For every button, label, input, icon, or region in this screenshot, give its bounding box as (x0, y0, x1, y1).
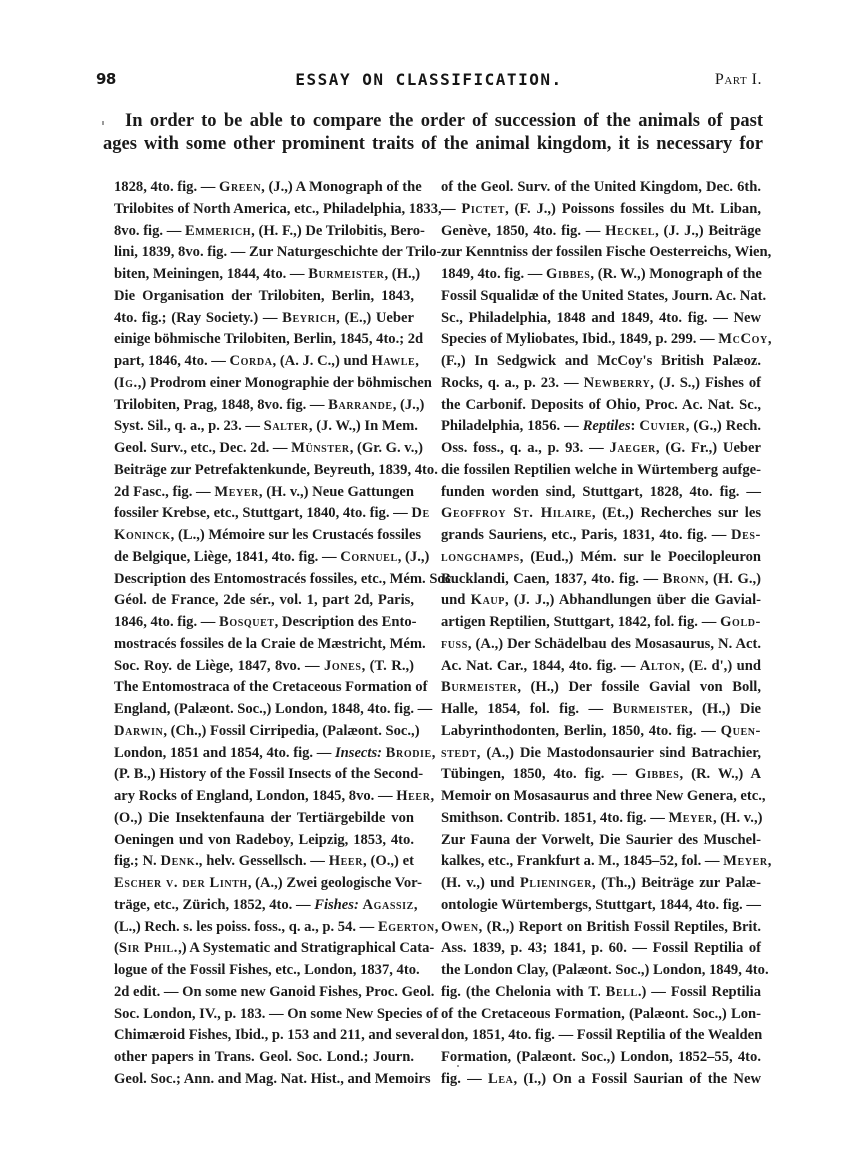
citation-text: , (J.,) (392, 396, 425, 413)
footnote-line (114, 373, 432, 395)
citation-text: 2d Fasc., fig. — (114, 483, 215, 500)
citation-text: , (Ch.,) Fossil Cirripedia, (Palæont. Soc.,) (163, 722, 420, 739)
citation-text: .) — Fossil Reptilia (637, 983, 761, 1000)
footnote-line (441, 525, 761, 547)
footnote-line (114, 177, 422, 199)
author-name: Bell (605, 983, 638, 1000)
author-name: Geoffroy St. Hilaire (441, 505, 592, 522)
author-name: Egerton (377, 918, 435, 935)
footnote-line (114, 460, 438, 482)
author-name: Lea (488, 1070, 514, 1087)
author-name: Burmeister (612, 701, 689, 717)
footnote-line (441, 242, 772, 264)
footnote-line (114, 873, 422, 895)
citation-text: Formation, (Palæont. Soc.,) London, 1852–55, 4to. (441, 1049, 761, 1065)
citation-text: , (A.,) Der Schädelbau des Mosasaurus, N. Act. (467, 635, 761, 652)
footnote-line (114, 1025, 440, 1047)
author-name: Owen (441, 918, 479, 935)
citation-text: , (R.,) Report on British Fossil Reptiles, Brit. (478, 918, 761, 935)
author-name: Münster (291, 440, 350, 456)
citation-text: London, 1851 and 1854, 4to. fig. — (114, 744, 335, 761)
running-title: ESSAY ON CLASSIFICATION. (295, 70, 563, 89)
author-name: Cuvier (639, 418, 686, 435)
footnote-line (441, 743, 761, 765)
body-line: In order to be able to compare the order of succession of the animals of past (125, 111, 763, 131)
footnote-line (114, 656, 414, 678)
author-name: Agassiz (362, 896, 414, 913)
author-name: Green (219, 179, 262, 195)
footnote-line (441, 264, 761, 286)
citation-text: , (Gr. G. v.,) (349, 440, 423, 456)
author-name: McCoy (718, 331, 768, 348)
citation-text: , (A.,) Zwei geologische Vor- (247, 875, 422, 891)
footnote-line (441, 808, 761, 830)
author-name: Meyer (668, 809, 713, 826)
footnote-line (441, 656, 761, 678)
footnote-line (441, 960, 769, 982)
citation-text: Oss. foss., q. a., p. 93. — (441, 440, 610, 456)
citation-text: Description des Entomostracés fossiles, etc., Mém. Soc. (114, 570, 455, 587)
citation-text: Philadelphia, 1856. — (441, 418, 583, 435)
section-label: Fishes: (314, 896, 359, 913)
author-name: Plieninger (519, 875, 593, 891)
footnote-line (441, 982, 761, 1004)
footnote-line (114, 482, 414, 504)
citation-text: Smithson. Contrib. 1851, 4to. fig. — (441, 809, 669, 826)
footnote-line (441, 395, 761, 417)
citation-text: , (H. G.,) (704, 570, 761, 587)
citation-text: einige böhmische Trilobiten, Berlin, 1845, 4to.; 2d (114, 331, 424, 348)
citation-text: fig.; N. (114, 853, 161, 870)
citation-text: , (J.,) (397, 548, 430, 565)
footnote-line (441, 308, 761, 330)
citation-text: zur Kenntniss der fossilen Fische Oesterreichs, Wien, (441, 244, 772, 261)
footnote-line (114, 199, 442, 221)
body-line: ages with some other prominent traits of the animal kingdom, it is necessary for (103, 134, 763, 154)
citation-text: ( (114, 940, 119, 957)
citation-text: Bucklandi, Caen, 1837, 4to. fig. — (441, 570, 663, 587)
citation-text: ontologie Würtembergs, Stuttgart, 1844, 4to. fig. — (441, 896, 761, 913)
footnote-line (114, 590, 414, 612)
citation-text: , (G. Fr.,) Ueber (655, 440, 762, 456)
page-number: 98 (96, 70, 116, 88)
footnote-line (114, 917, 439, 939)
footnote-line (114, 221, 425, 243)
author-name: Emmerich (184, 222, 252, 239)
author-name: Brodie (385, 744, 432, 761)
citation-text: , (J. W.,) In Mem. (308, 418, 418, 435)
footnote-line (114, 1047, 414, 1069)
citation-text: die fossilen Reptilien welche in Würtemberg aufge- (441, 461, 761, 478)
citation-text: grands Sauriens, etc., Paris, 1831, 4to. fig. — (441, 527, 731, 543)
citation-text: Sc., Philadelphia, 1848 and 1849, 4to. fig. — New (441, 309, 761, 326)
citation-text: de Belgique, Liège, 1841, 4to. fig. — (114, 548, 341, 565)
footnote-line (114, 438, 423, 460)
footnote-line (441, 1047, 761, 1069)
citation-text: Genève, 1850, 4to. fig. — (441, 222, 606, 239)
footnote-line (441, 612, 761, 634)
footnote-line (114, 525, 422, 547)
footnote-line (441, 351, 761, 373)
author-name: fuss (441, 635, 468, 652)
author-name: Cornuel (340, 548, 398, 565)
footnote-line (441, 895, 761, 917)
footnote-line (114, 699, 433, 721)
citation-text: , (I.,) On a Fossil Saurian of the New (513, 1070, 761, 1087)
author-name: Darwin (114, 722, 164, 739)
citation-text: the London Clay, (Palæont. Soc.,) London, 1849, 4to. (441, 962, 769, 978)
citation-text: Labyrinthodonten, Berlin, 1850, 4to. fig. — (441, 722, 721, 739)
citation-text: , (F. J.,) Poissons fossiles du Mt. Liban, (505, 200, 761, 217)
footnote-line (441, 764, 761, 786)
citation-text: fossiler Krebse, etc., Stuttgart, 1840, 4to. fig. — (114, 505, 412, 522)
author-name: Gibbes (635, 766, 680, 783)
citation-text: Ac. Nat. Car., 1844, 4to. fig. — (441, 657, 640, 674)
citation-text: ,) Prodrom einer Monographie der böhmischen (137, 374, 432, 391)
footnote-line (114, 329, 424, 351)
footnote-line (441, 199, 761, 221)
citation-text: Tübingen, 1850, 4to. fig. — (441, 766, 636, 783)
citation-text: , (E.,) Ueber (336, 309, 414, 326)
citation-text: , (E. d',) und (680, 657, 761, 674)
author-name: Escher v. der Linth (114, 875, 248, 891)
footnote-line (114, 677, 428, 699)
footnote-line (114, 416, 418, 438)
author-name: Heer (396, 788, 431, 804)
citation-text: , (Et.,) Recherches sur les (591, 505, 762, 522)
citation-text: , (H.,) (384, 266, 421, 282)
author-name: Heer (328, 853, 364, 870)
citation-text: , (415, 353, 419, 369)
citation-text: ,) A Systematic and Stratigraphical Cata- (178, 940, 435, 957)
author-name: Quen- (720, 722, 761, 739)
footnote-line (441, 699, 761, 721)
citation-text: , (O.,) et (363, 853, 414, 870)
footnote-line (441, 873, 761, 895)
footnote-line (114, 808, 414, 830)
footnote-line (441, 917, 761, 939)
footnote-line (441, 286, 767, 308)
citation-text: England, (Palæont. Soc.,) London, 1848, 4to. fig. — (114, 701, 433, 717)
footnote-line (114, 264, 421, 286)
citation-text: (P. B.,) History of the Fossil Insects of the Second- (114, 766, 424, 783)
citation-text: 1828, 4to. fig. — (114, 179, 219, 195)
footnote-line (114, 395, 425, 417)
footnote-line (114, 830, 414, 852)
footnote-line (114, 851, 414, 873)
citation-text: Species of Myliobates, Ibid., 1849, p. 299. — (441, 331, 719, 348)
author-name: Des- (730, 527, 761, 543)
citation-text: , (H. v.,) Neue Gattungen (258, 483, 414, 500)
citation-text: , (H.,) Der fossile Gavial von Boll, (517, 679, 761, 696)
author-name: Heckel (605, 222, 656, 239)
footnote-line (114, 634, 426, 656)
footnote-line (441, 1069, 761, 1091)
running-head (96, 70, 762, 92)
author-name: Bosquet (219, 614, 275, 630)
author-name: Meyer (723, 853, 768, 870)
author-name: Ig. (118, 374, 138, 391)
citation-text: Halle, 1854, fol. fig. — (441, 701, 613, 717)
citation-text: funden worden sind, Stuttgart, 1828, 4to. fig. — (441, 483, 761, 500)
footnote-line (114, 982, 435, 1004)
citation-text: of the Cretaceous Formation, (Palæont. Soc.,) Lon- (441, 1005, 761, 1022)
citation-text: Die Organisation der Trilobiten, Berlin, 1843, (114, 287, 414, 304)
scan-speck (457, 1065, 459, 1067)
citation-text: other papers in Trans. Geol. Soc. Lond.; Journ. (114, 1049, 414, 1065)
author-name: Salter (263, 418, 309, 435)
citation-text: träge, etc., Zürich, 1852, 4to. — (114, 896, 315, 913)
footnote-line (441, 503, 761, 525)
footnote-line (114, 1004, 439, 1026)
footnote-line (441, 569, 761, 591)
citation-text: , (H. F.,) De Trilobitis, Bero- (251, 222, 425, 239)
citation-text: kalkes, etc., Frankfurt a. M., 1845–52, fol. — (441, 853, 724, 870)
citation-text: Syst. Sil., q. a., p. 23. — (114, 418, 264, 435)
citation-text: (H. v.,) und (441, 875, 520, 891)
footnote-line (441, 1004, 761, 1026)
footnote-line (441, 590, 761, 612)
footnote-line (114, 938, 435, 960)
citation-text: , (J. J.,) Beiträge (655, 222, 762, 239)
author-name: Hawle (371, 353, 416, 369)
citation-text: Trilobites of North America, etc., Philadelphia, 1833, (114, 200, 442, 217)
footnote-line (114, 960, 420, 982)
section-label: Reptiles (582, 418, 631, 435)
author-name: Pictet (461, 200, 506, 217)
citation-text: , (767, 853, 772, 870)
author-name: Kaup (470, 592, 505, 609)
author-name: Jones (324, 657, 362, 674)
citation-text: , (R. W.,) Monograph of the (590, 266, 762, 282)
author-name: De (411, 505, 430, 522)
citation-text: Memoir on Mosasaurus and three New Genera, etc., (441, 788, 766, 804)
citation-text: , (T. R.,) (361, 657, 414, 674)
citation-text: , (R. W.,) A (679, 766, 761, 783)
citation-text: part, 1846, 4to. — (114, 353, 230, 369)
citation-text: , (L.,) Mémoire sur les Crustacés fossiles (170, 527, 422, 543)
citation-text: Fossil Squalidæ of the United States, Journ. Ac. Nat. (441, 287, 767, 304)
citation-text: 8vo. fig. — (114, 222, 185, 239)
citation-text: mostracés fossiles de la Craie de Mæstricht, Mém. (114, 635, 426, 652)
author-name: Denk (160, 853, 196, 870)
footnote-line (114, 503, 430, 525)
footnote-line (114, 242, 442, 264)
author-name: Meyer (214, 483, 259, 500)
author-name: Gibbes (546, 266, 591, 282)
author-name: Beyrich (282, 309, 337, 326)
footnote-line (441, 1025, 761, 1047)
citation-text: (F.,) In Sedgwick and McCoy's British Palæoz. (441, 353, 761, 369)
citation-text: Ass. 1839, p. 43; 1841, p. 60. — Fossil Reptilia of (441, 940, 761, 957)
citation-text: don, 1851, 4to. fig. — Fossil Reptilia of the Wealden (441, 1027, 763, 1044)
citation-text: , (A. J. C.,) und (272, 353, 372, 369)
citation-text: artigen Reptilien, Stuttgart, 1842, fol. fig. — (441, 614, 721, 630)
footnote-line (114, 764, 424, 786)
footnote-line (114, 351, 419, 373)
citation-text: Geol. Surv., etc., Dec. 2d. — (114, 440, 292, 456)
footnote-line (441, 851, 772, 873)
author-name: Corda (229, 353, 273, 369)
citation-text: , (434, 918, 439, 935)
citation-text: Géol. de France, 2de sér., vol. 1, part 2d, Paris, (114, 592, 414, 609)
citation-text: , Description des Ento- (274, 614, 417, 630)
citation-text: , (Eud.,) Mém. sur le Poecilopleuron (519, 548, 761, 565)
citation-text: — (441, 200, 462, 217)
citation-text: , (H.,) Die (688, 701, 761, 717)
citation-text: , (A.,) Die Mastodonsaurier sind Batrachier, (476, 744, 761, 761)
author-name: Alton (639, 657, 681, 674)
footnote-line (441, 938, 761, 960)
citation-text: 4to. fig.; (Ray Society.) — (114, 309, 283, 326)
citation-text: logue of the Fossil Fishes, etc., London, 1837, 4to. (114, 962, 420, 978)
citation-text: , (J. S.,) Fishes of (650, 374, 762, 391)
citation-text: biten, Meiningen, 1844, 4to. — (114, 266, 309, 282)
author-name: Gold- (720, 614, 761, 630)
section-label: Insects: (334, 744, 383, 761)
citation-text: Beiträge zur Petrefaktenkunde, Beyreuth, 1839, 4to. (114, 461, 438, 478)
citation-text: the Carbonif. Deposits of Ohio, Proc. Ac. Nat. Sc., (441, 396, 761, 413)
citation-text: 1849, 4to. fig. — (441, 266, 546, 282)
footnote-line (114, 569, 455, 591)
citation-text: of the Geol. Surv. of the United Kingdom, Dec. 6th. (441, 179, 761, 195)
footnote-line (114, 786, 435, 808)
citation-text: 2d edit. — On some new Ganoid Fishes, Proc. Geol. (114, 983, 435, 1000)
citation-text: , (767, 331, 772, 348)
footnote-line (441, 830, 761, 852)
citation-text: : (630, 418, 640, 435)
citation-text: 1846, 4to. fig. — (114, 614, 219, 630)
citation-text: fig. (the Chelonia with T. (441, 983, 606, 1000)
footnote-line (441, 438, 761, 460)
citation-text: fig. — (441, 1070, 488, 1087)
citation-text: , (Th.,) Beiträge zur Palæ- (592, 875, 761, 891)
footnote-line (114, 547, 430, 569)
citation-text: und (441, 592, 471, 609)
citation-text: , (430, 788, 435, 804)
footnote-line (114, 286, 414, 308)
footnote-line (441, 177, 761, 199)
author-name: Newberry (583, 374, 651, 391)
footnote-line (114, 743, 436, 765)
footnote-line (114, 895, 418, 917)
citation-text: ary Rocks of England, London, 1845, 8vo. — (114, 788, 397, 804)
footnote-line (441, 373, 761, 395)
footnote-line (441, 634, 761, 656)
footnote-line (441, 221, 761, 243)
citation-text: , (H. v.,) (713, 809, 763, 826)
author-name: Bronn (662, 570, 705, 587)
citation-text: ( (114, 374, 119, 391)
citation-text: Soc. Roy. de Liège, 1847, 8vo. — (114, 657, 325, 674)
citation-text: Trilobiten, Prag, 1848, 8vo. fig. — (114, 396, 329, 413)
footnote-line (114, 612, 417, 634)
citation-text: , (J.,) A Monograph of the (261, 179, 422, 195)
citation-text: Soc. London, IV., p. 183. — On some New Species of (114, 1005, 439, 1022)
footnote-line (441, 677, 761, 699)
citation-text: (O.,) Die Insektenfauna der Tertiärgebilde von (114, 809, 414, 826)
citation-text: , (431, 744, 436, 761)
citation-text: Oeningen und von Radeboy, Leipzig, 1853, 4to. (114, 831, 414, 848)
citation-text: (L.,) Rech. s. les poiss. foss., q. a., p. 54. — (114, 918, 378, 935)
footnote-line (114, 308, 414, 330)
author-name: Jaeger (609, 440, 656, 456)
citation-text: Chimæroid Fishes, Ibid., p. 153 and 211, and several (114, 1027, 440, 1044)
footnote-column-right (441, 177, 772, 1091)
author-name: Sir Phil. (118, 940, 179, 957)
author-name: Burmeister (441, 679, 518, 696)
footnote-line (441, 482, 761, 504)
body-paragraph (103, 110, 763, 156)
citation-text: , (J. J.,) Abhandlungen über die Gavial- (504, 592, 761, 609)
citation-text: Zur Fauna der Vorwelt, Die Saurier des Muschel- (441, 831, 761, 848)
author-name: stedt (441, 744, 477, 761)
citation-text: lini, 1839, 8vo. fig. — Zur Naturgeschichte der Trilo- (114, 244, 442, 261)
part-label: Part I. (714, 71, 762, 88)
author-name: Burmeister (308, 266, 385, 282)
footnote-line (114, 1069, 431, 1091)
footnote-line (441, 721, 761, 743)
author-name: longchamps (441, 548, 520, 565)
footnote-line (441, 786, 766, 808)
footnote-line (441, 329, 772, 351)
author-name: Koninck (114, 527, 171, 543)
footnote-line (441, 547, 761, 569)
citation-text: The Entomostraca of the Cretaceous Formation of (114, 679, 428, 696)
citation-text: , (413, 896, 418, 913)
citation-text: , (G.,) Rech. (685, 418, 761, 435)
footnote-line (114, 721, 420, 743)
citation-text: Geol. Soc.; Ann. and Mag. Nat. Hist., and Memoirs (114, 1070, 431, 1087)
citation-text: Rocks, q. a., p. 23. — (441, 374, 584, 391)
footnote-line (441, 416, 761, 438)
citation-text: ., helv. Gessellsch. — (195, 853, 329, 870)
author-name: Barrande (328, 396, 393, 413)
footnote-line (441, 460, 761, 482)
